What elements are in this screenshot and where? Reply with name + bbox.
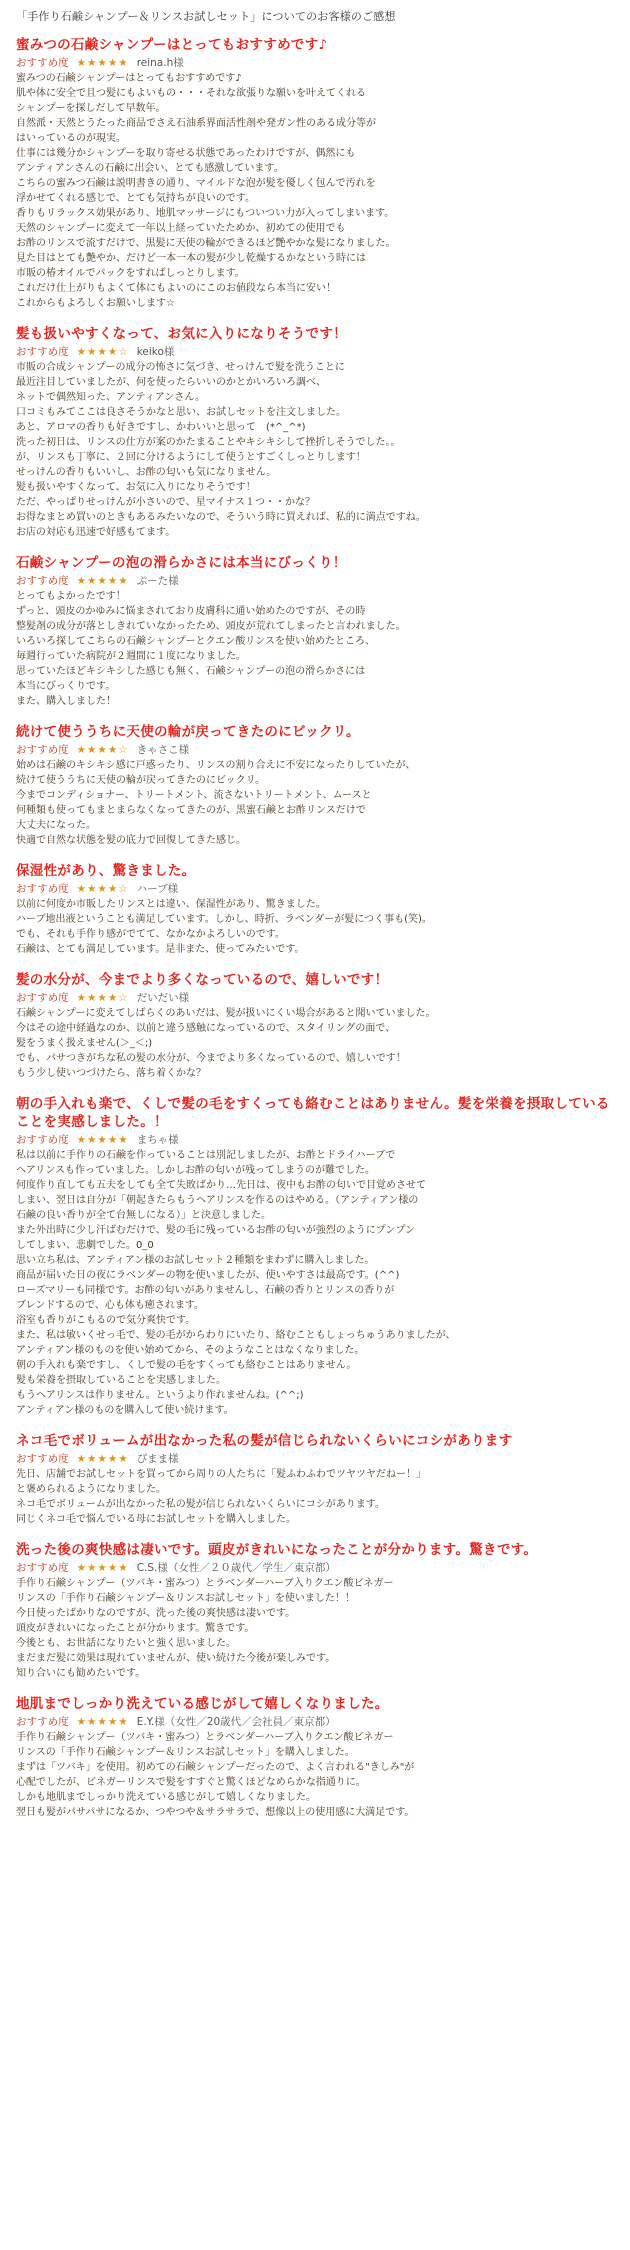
review-line: まずは「ツバキ」を使用。初めての石鹸シャンプーだったので、よく言われる"きしみ"が: [16, 1762, 415, 1773]
review-line: いろいろ探してこちらの石鹸シャンプーとクエン酸リンスを使い始めたところ、: [16, 636, 375, 647]
review-meta: [16, 574, 616, 588]
star-rating-icon: ★★★★★: [76, 1562, 129, 1574]
review-line: 先日、店舗でお試しセットを買ってから周りの人たちに「髪ふわふわでツヤツヤだねー！」: [16, 1469, 426, 1480]
review-line: 今はその途中経過なのか、以前と違う感触になっているので、スタイリングの面で、: [16, 1023, 396, 1034]
review-line: 快適で自然な状態を髪の底力で回復してきた感じ。: [16, 835, 246, 846]
review-title: 洗った後の爽快感は凄いです。頭皮がきれいになったことが分かります。驚きです。: [16, 1542, 538, 1558]
review-line: 口コミもみてここは良さそうかなと思い、お試しセットを注文しました。: [16, 407, 346, 418]
reviewer-name: reina.h様: [136, 57, 184, 69]
review-line: 石鹸の良い香りが全て台無しになる）」と決意しました。: [16, 1210, 271, 1221]
reviewer-name: keiko様: [136, 346, 175, 358]
review-title: 保湿性があり、驚きました。: [16, 863, 196, 879]
review-line: 浮かせてくれる感じで、とても気持ちが良いのです。: [16, 193, 255, 204]
rating-label: おすすめ度: [16, 575, 69, 587]
review-line: 商品が届いた日の夜にラベンダーの物を使いましたが、使いやすさは最高です。(^^): [16, 1270, 400, 1281]
review-line: お店の対応も迅速で好感もてます。: [16, 527, 176, 538]
review-line: ヘアリンスも作っていました。しかしお酢の匂いが残ってしまうのが難でした。: [16, 1165, 375, 1176]
review-meta: [16, 56, 616, 70]
review-meta: [16, 1133, 616, 1147]
review-line: 今後とも、お世話になりたいと強く思いました。: [16, 1638, 236, 1649]
review-line: 始めは石鹸のキシキシ感に戸惑ったり、リンスの割り合えに不安になったりしていたが、: [16, 760, 416, 771]
review-line: あと、アロマの香りも好きですし、かわいいと思って (*^_^*): [16, 422, 306, 433]
reviewer-name: まちゃ様: [136, 1134, 179, 1146]
review-title: 石鹸シャンプーの泡の滑らかさには本当にびっくり！: [16, 555, 347, 571]
review-line: アンティアンさんの石鹸に出会い、とても感激しています。: [16, 163, 284, 174]
rating-label: おすすめ度: [16, 1453, 69, 1465]
review-line: ブレンドするので、心も体も癒されます。: [16, 1300, 205, 1311]
review-title: 髪の水分が、今までより多くなっているので、嬉しいです！: [16, 972, 389, 988]
review-line: こちらの蜜みつ石鹸は説明書きの通り、マイルドな泡が髪を優しく包んで汚れを: [16, 178, 376, 189]
review-line: 市販の合成シャンプーの成分の怖さに気づき、せっけんで髪を洗うことに: [16, 362, 345, 373]
rating-label: おすすめ度: [16, 1716, 69, 1728]
review-line: アンティアン様のものを使い始めてから、そのようなことはなくなりました。: [16, 1345, 365, 1356]
review-line: ただ、やっぱりせっけんが小さいので、星マイナス１つ・・かな？: [16, 497, 315, 508]
review-line: 髪も栄養を摂取していることを実感しました。: [16, 1375, 226, 1386]
star-rating-icon: ★★★★☆: [76, 346, 129, 358]
review-line: せっけんの香りもいいし、お酢の匂いも気になりません。: [16, 467, 277, 478]
review-line: お得なまとめ買いのときもあるみたいなので、そういう時に買えれば、私的に満点ですね。: [16, 512, 426, 523]
star-rating-icon: ★★★★★: [76, 57, 129, 69]
review-line: 思い立ち私は、アンティアン様のお試しセット２種類をまわずに購入しました。: [16, 1255, 375, 1266]
star-rating-icon: ★★★★★: [76, 575, 129, 587]
review-line: 最近注目していましたが、何を使ったらいいのかとかいろいろ調べ、: [16, 377, 326, 388]
review-body: [16, 589, 616, 709]
review-line: 以前に何度か市販したリンスとは違い、保湿性があり、驚きました。: [16, 899, 326, 910]
review-line: 思っていたほどキシキシした感じも無く、石鹸シャンプーの泡の滑らかさには: [16, 666, 366, 677]
review-line: しまい、翌日は自分が「朝起きたらもうヘアリンスを作るのはやめる。（アンティアン様の: [16, 1195, 419, 1206]
review-title: 蜜みつの石鹸シャンプーはとってもおすすめです♪: [16, 37, 328, 53]
review-line: 整髪剤の成分が落としきれていなかったため、頭皮が荒れてしまったと言われました。: [16, 621, 406, 632]
reviewer-name: E.Y.様（女性／20歳代／会社員／東京都）: [136, 1716, 336, 1728]
review-body: [16, 1006, 616, 1081]
review-line: 頭皮がきれいになったことが分かります。驚きです。: [16, 1623, 255, 1634]
review-meta: [16, 1561, 616, 1575]
review-item: [16, 36, 616, 311]
review-meta: [16, 1715, 616, 1729]
rating-label: おすすめ度: [16, 883, 69, 895]
review-title: ネコ毛でボリュームが出なかった私の髪が信じられないくらいにコシがあります: [16, 1433, 513, 1449]
reviewer-name: ぴまま様: [136, 1453, 179, 1465]
review-body: [16, 71, 616, 311]
review-item: [16, 862, 616, 957]
review-line: でも、それも手作り感がでてて、なかなかよろしいのです。: [16, 929, 285, 940]
review-line: 髪をうまく扱えません(＞_＜;): [16, 1038, 153, 1049]
reviewer-name: ハーブ様: [136, 883, 179, 895]
reviewer-name: ぷーた様: [136, 575, 179, 587]
review-item: [16, 971, 616, 1081]
review-meta: [16, 882, 616, 896]
review-line: 自然派・天然とうたった商品でさえ石油系界面活性剤や発ガン性のある成分等が: [16, 118, 376, 129]
review-line: 朝の手入れも楽ですし、くしで髪の毛をすくっても絡むことはありません。: [16, 1360, 357, 1371]
review-line: 手作り石鹸シャンプー（ツバキ・蜜みつ）とラベンダーハーブ入りクエン酸ビネガー: [16, 1732, 394, 1743]
star-rating-icon: ★★★★★: [76, 1716, 129, 1728]
review-line: ずっと、頭皮のかゆみに悩まされており皮膚科に通い始めたのですが、その時: [16, 606, 366, 617]
review-line: アンティアン様のものを購入して使い続けます。: [16, 1405, 234, 1416]
review-line: はいっているのが現実。: [16, 133, 126, 144]
review-body: [16, 1148, 616, 1418]
page-title: 「手作り石鹸シャンプー＆リンスお試しセット」についてのお客様のご感想: [16, 10, 396, 23]
review-body: [16, 1730, 616, 1820]
review-line: 毎週行っていた病院が２週間に１度になりました。: [16, 651, 246, 662]
review-body: [16, 1576, 616, 1681]
review-line: 同じくネコ毛で悩んでいる母にお試しセットを購入しました。: [16, 1514, 296, 1525]
star-rating-icon: ★★★★★: [76, 1134, 129, 1146]
review-line: 石鹸シャンプーに変えてしばらくのあいだは、髪が扱いにくい場合があると聞いていました。: [16, 1008, 436, 1019]
review-body: [16, 758, 616, 848]
review-line: また、購入しました！: [16, 696, 116, 707]
review-item: [16, 1541, 616, 1681]
review-line: もうヘアリンスは作りません。というより作れませんね。(^^;): [16, 1390, 304, 1401]
review-line: ハーブ地出液ということも満足しています。しかし、時折、ラベンダーが髪につく事も(笑)。: [16, 914, 432, 925]
review-item: [16, 1432, 616, 1527]
reviewer-name: だいだい様: [136, 992, 190, 1004]
review-line: 天然のシャンプーに変えて一年以上経っていたためか、初めての使用でも: [16, 223, 346, 234]
review-meta: [16, 991, 616, 1005]
star-rating-icon: ★★★★☆: [76, 744, 129, 756]
review-line: 何度作り直しても五夫をしても全て失敗ばかり…先日は、夜中もお酢の匂いで目覚めさせて: [16, 1180, 426, 1191]
review-line: 今までコンディショナー、トリートメント、流さないトリートメント、ムースと: [16, 790, 372, 801]
review-line: でも、パサつきがちな私の髪の水分が、今までより多くなっているので、嬉しいです！: [16, 1053, 406, 1064]
review-body: [16, 1467, 616, 1527]
review-line: 私は以前に手作りの石鹸を作っていることは別記しましたが、お酢とドライハーブで: [16, 1150, 396, 1161]
review-line: 髪も扱いやすくなって、お気に入りになりそうです！: [16, 482, 256, 493]
review-line: してしまい、悲劇でした。0_0: [16, 1240, 154, 1251]
review-line: 今日使ったばかりなのですが、洗った後の爽快感は凄いです。: [16, 1608, 296, 1619]
review-line: しかも地肌までしっかり洗えている感じがして嬉しくなりました。: [16, 1792, 316, 1803]
review-line: 洗った初日は、リンスの仕方が案のかたまることやキシキシして挫折しそうでした。。: [16, 437, 401, 448]
star-rating-icon: ★★★★☆: [76, 883, 129, 895]
review-line: 浴室も香りがこもるので気分爽快です。: [16, 1315, 196, 1326]
review-line: お酢のリンスで流すだけで、黒髪に天使の輪ができるほど艶やかな髪になりました。: [16, 238, 396, 249]
star-rating-icon: ★★★★☆: [76, 992, 129, 1004]
review-page: [16, 0, 616, 1820]
review-line: また、私は敏いくせっ毛で、髪の毛がからわりにいたり、絡むこともしょっちゅうありましたが、: [16, 1330, 456, 1341]
review-line: リンスの「手作り石鹸シャンプー＆リンスお試しセット」を購入しました。: [16, 1747, 355, 1758]
review-line: 見た目はとても艶やか、だけど一本一本の髪が少し乾燥するかなという時には: [16, 253, 366, 264]
review-item: [16, 723, 616, 848]
review-line: これだけ仕上がりもよくて体にもよいのにこのお値段なら本当に安い！: [16, 283, 336, 294]
review-line: もう少し使いつづけたら、落ち着くかな？: [16, 1068, 206, 1079]
review-body: [16, 897, 616, 957]
rating-label: おすすめ度: [16, 1134, 69, 1146]
review-line: ローズマリーも同様です。お酢の匂いがありませんし、石鹸の香りとリンスの香りが: [16, 1285, 395, 1296]
review-line: 大丈夫になった。: [16, 820, 96, 831]
review-line: シャンプーを探しだして早数年。: [16, 103, 166, 114]
review-line: が、リンスも丁寧に、２回に分けるようにして使うとすごくしっとりします！: [16, 452, 366, 463]
review-line: 手作り石鹸シャンプー（ツバキ・蜜みつ）とラベンダーハーブ入りクエン酸ビネガー: [16, 1578, 394, 1589]
review-line: 蜜みつの石鹸シャンプーはとってもおすすめです♪: [16, 73, 242, 84]
review-line: 肌や体に安全で且つ髪にもよいもの・・・それな欲張りな願いを叶えてくれる: [16, 88, 366, 99]
review-list: [16, 36, 616, 1820]
review-line: 本当にびっくりです。: [16, 681, 116, 692]
review-line: リンスの「手作り石鹸シャンプー＆リンスお試しセット」を使いました！！: [16, 1593, 355, 1604]
review-title: 髪も扱いやすくなって、お気に入りになりそうです！: [16, 326, 347, 342]
review-line: と褒められるようになりました。: [16, 1484, 166, 1495]
review-meta: [16, 345, 616, 359]
review-line: 心配でしたが、ビネガーリンスで髪をすすぐと驚くほどなめらかな指通りに。: [16, 1777, 366, 1788]
review-item: [16, 325, 616, 540]
review-meta: [16, 743, 616, 757]
star-rating-icon: ★★★★★: [76, 1453, 129, 1465]
review-title: 朝の手入れも楽で、くしで髪の毛をすくっても絡むことはありません。髪を栄養を摂取していることを実感しました。！: [16, 1096, 610, 1130]
review-line: これからもよろしくお願いします☆: [16, 298, 175, 309]
rating-label: おすすめ度: [16, 57, 69, 69]
review-title: 地肌までしっかり洗えている感じがして嬉しくなりました。: [16, 1696, 389, 1712]
review-line: 知り合いにも勧めたいです。: [16, 1668, 146, 1679]
review-line: 市販の椿オイルでパックをすればしっとりします。: [16, 268, 245, 279]
review-item: [16, 1095, 616, 1418]
rating-label: おすすめ度: [16, 744, 69, 756]
review-item: [16, 554, 616, 709]
reviewer-name: C.S.様（女性／２０歳代／学生／東京都）: [136, 1562, 336, 1574]
rating-label: おすすめ度: [16, 1562, 69, 1574]
review-body: [16, 360, 616, 540]
review-line: 何種類も使ってもまとまらなくなってきたのが、黒蜜石鹸とお酢リンスだけで: [16, 805, 366, 816]
rating-label: おすすめ度: [16, 346, 69, 358]
review-title: 続けて使ううちに天使の輪が戻ってきたのにビックリ。: [16, 724, 360, 740]
review-line: とってもよかったです！: [16, 591, 126, 602]
review-line: 香りもリラックス効果があり、地肌マッサージにもついつい力が入ってしまいます。: [16, 208, 395, 219]
review-line: また外出時に少し汗ばむだけで、髪の毛に残っているお酢の匂いが強烈のようにプンプン: [16, 1225, 415, 1236]
rating-label: おすすめ度: [16, 992, 69, 1004]
review-line: ネコ毛でボリュームが出なかった私の髪が信じられないくらいにコシがあります。: [16, 1499, 385, 1510]
review-line: まだまだ髪に効果は現れていませんが、使い続けた今後が楽しみです。: [16, 1653, 336, 1664]
review-line: 石鹸は、とても満足しています。是非また、使ってみたいです。: [16, 944, 305, 955]
review-line: 仕事には幾分かシャンプーを取り寄せる状態であったわけですが、偶然にも: [16, 148, 356, 159]
review-item: [16, 1695, 616, 1820]
review-meta: [16, 1452, 616, 1466]
review-line: 翌日も髪がパサパサになるか、つやつや＆サラサラで、想像以上の使用感に大満足です。: [16, 1807, 415, 1818]
reviewer-name: きゃさこ様: [136, 744, 190, 756]
review-line: ネットで偶然知った、アンティアンさん。: [16, 392, 205, 403]
review-line: 続けて使ううちに天使の輪が戻ってきたのにビックリ。: [16, 775, 266, 786]
